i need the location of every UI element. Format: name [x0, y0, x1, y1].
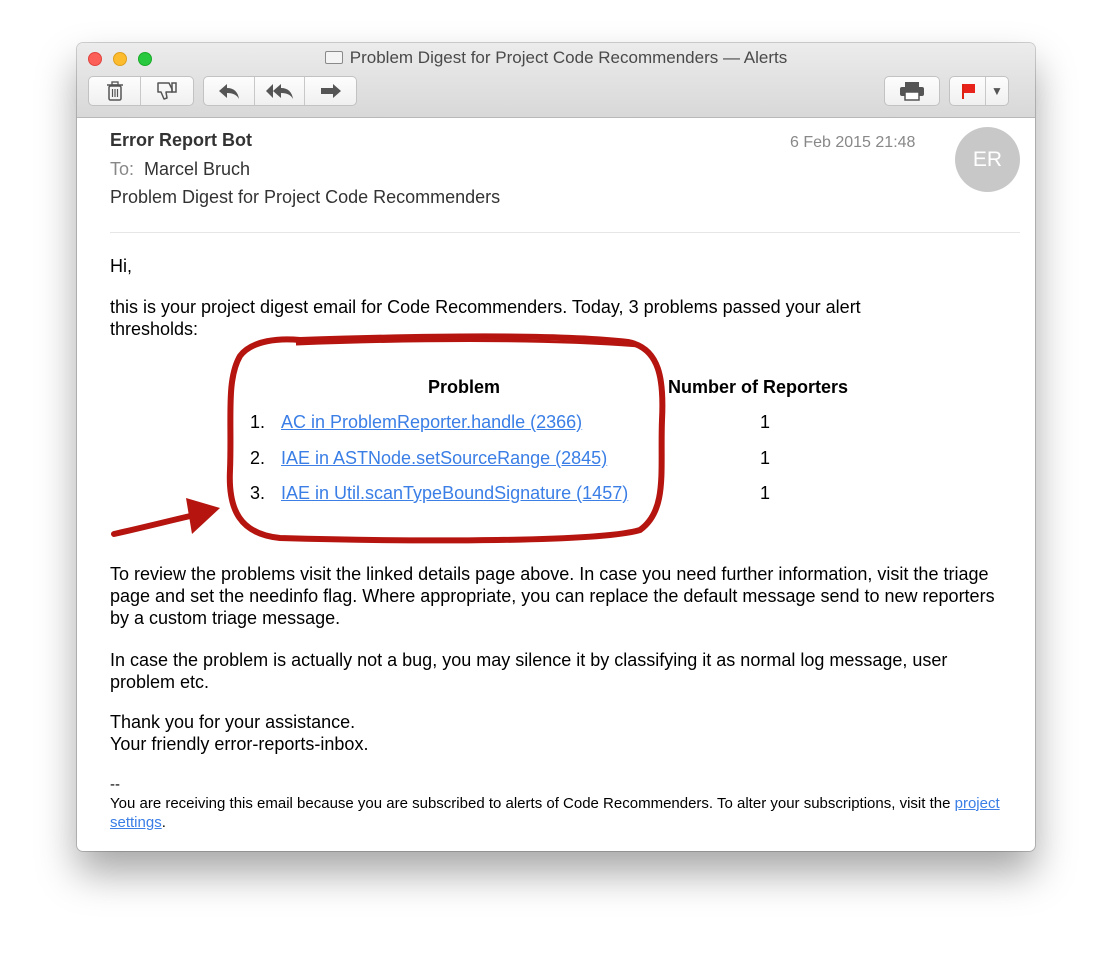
reply-all-button[interactable]	[255, 77, 306, 105]
row-index: 2.	[250, 448, 266, 468]
review-paragraph: To review the problems visit the linked details page above. In case you need further information, visit the triage page and set the needinfo flag. Where appropriate, you can replace the default message send to new reporters by a custom triage message.	[110, 564, 995, 628]
forward-button[interactable]	[305, 77, 356, 105]
window-title: Problem Digest for Project Code Recommenders — Alerts	[349, 48, 788, 67]
header-problem: Problem	[428, 377, 501, 397]
problem-link[interactable]: IAE in ASTNode.setSourceRange (2845)	[281, 448, 608, 468]
intro-paragraph: this is your project digest email for Code Recommenders. Today, 3 problems passed your alert thresholds:	[110, 297, 861, 339]
mail-window	[77, 43, 1035, 851]
sender-avatar: ER	[955, 127, 1020, 192]
header-reporters: Number of Reporters	[668, 377, 849, 397]
thanks-line-2: Your friendly error-reports-inbox.	[110, 734, 369, 754]
sender-name: Error Report Bot	[110, 130, 253, 150]
trash-icon	[107, 81, 123, 101]
window-title-area	[77, 48, 1035, 68]
recipient-name: Marcel Bruch	[144, 159, 251, 179]
footer-end: .	[161, 814, 166, 831]
print-button[interactable]	[885, 77, 939, 105]
signature-separator: --	[110, 776, 120, 793]
reply-arrow-icon	[217, 82, 241, 100]
recipient-line	[110, 159, 250, 180]
message-date: 6 Feb 2015 21:48	[790, 134, 916, 151]
reply-all-arrow-icon	[265, 82, 295, 100]
delete-junk-group	[88, 76, 194, 106]
thumbs-down-icon	[156, 81, 178, 101]
red-flag-icon	[961, 84, 975, 99]
thanks-line-1: Thank you for your assistance.	[110, 712, 356, 732]
greeting: Hi,	[110, 256, 132, 276]
forward-arrow-icon	[319, 82, 343, 100]
footer-text: You are receiving this email because you are subscribed to alerts of Code Recommenders. To alter your subscriptions, visit the	[110, 795, 951, 812]
reporter-count: 1	[760, 483, 771, 503]
project-settings-link[interactable]: project settings	[110, 795, 1000, 831]
envelope-icon	[325, 51, 343, 64]
print-group	[884, 76, 940, 106]
header-divider	[110, 232, 1020, 233]
titlebar	[77, 43, 1035, 118]
chevron-down-icon: ▼	[991, 84, 1003, 98]
to-label: To:	[110, 159, 135, 179]
reporter-count: 1	[760, 448, 771, 468]
footer-text-block	[110, 794, 1010, 832]
silence-paragraph: In case the problem is actually not a bug, you may silence it by classifying it as normal log message, user problem etc.	[110, 650, 948, 692]
row-index: 1.	[250, 412, 266, 432]
flag-button[interactable]	[950, 77, 986, 105]
delete-button[interactable]	[89, 77, 141, 105]
problem-link[interactable]: IAE in Util.scanTypeBoundSignature (1457)	[281, 483, 629, 503]
printer-icon	[899, 81, 925, 101]
flag-dropdown-button[interactable]	[986, 77, 1008, 105]
flag-group	[949, 76, 1009, 106]
message-subject: Problem Digest for Project Code Recommenders	[110, 187, 501, 207]
problem-link[interactable]: AC in ProblemReporter.handle (2366)	[281, 412, 583, 432]
reply-forward-group	[203, 76, 357, 106]
reporter-count: 1	[760, 412, 771, 432]
row-index: 3.	[250, 483, 266, 503]
reply-button[interactable]	[204, 77, 255, 105]
junk-button[interactable]	[141, 77, 193, 105]
